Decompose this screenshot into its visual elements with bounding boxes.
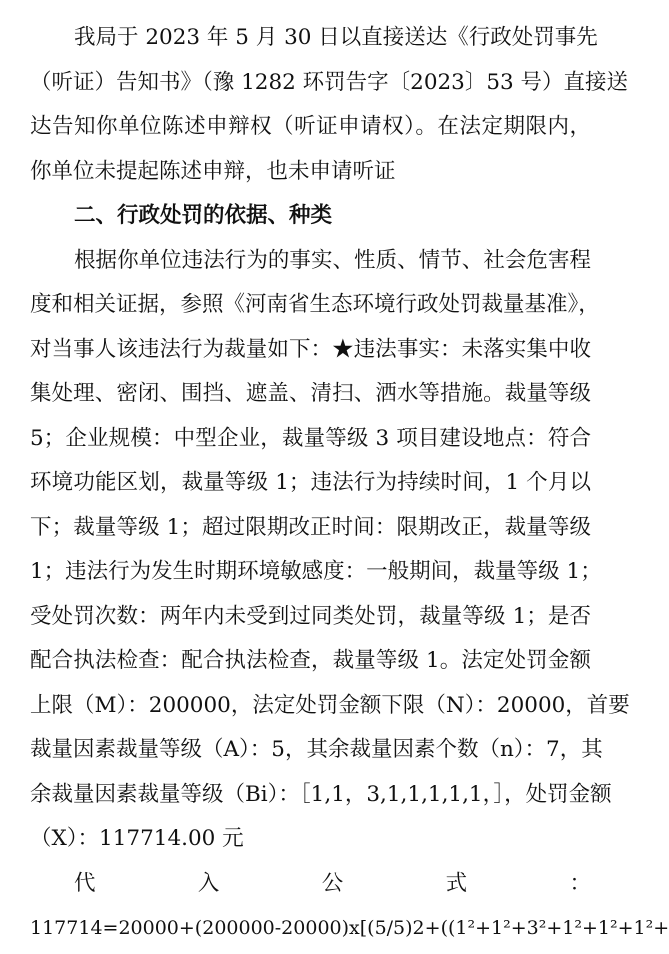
paragraph-line: 对当事人该违法行为裁量如下：★违法事实：未落实集中收 xyxy=(30,337,591,362)
paragraph-line: 我局于 2023 年 5 月 30 日以直接送达《行政处罚事先 xyxy=(74,25,598,50)
paragraph-line: 根据你单位违法行为的事实、性质、情节、社会危害程 xyxy=(74,248,591,273)
formula-intro-word: ： xyxy=(569,871,591,896)
paragraph-line: （听证）告知书》（豫 1282 环罚告字〔2023〕53 号）直接送 xyxy=(30,70,629,95)
section-heading: 二、行政处罚的依据、种类 xyxy=(74,203,333,228)
paragraph-line: 你单位未提起陈述申辩，也未申请听证 xyxy=(30,159,396,184)
paragraph-line: 上限（M）：200000，法定处罚金额下限（N）：20000，首要 xyxy=(30,693,630,718)
paragraph-line: 环境功能区划，裁量等级 1；违法行为持续时间，1 个月以 xyxy=(30,470,591,495)
paragraph-line: 裁量因素裁量等级（A）：5，其余裁量因素个数（n）：7，其 xyxy=(30,737,603,762)
formula-line: 117714=20000+(200000-20000)x[(5/5)2+((1²+1²+3²+1²+1²+1²+ xyxy=(30,917,669,939)
formula-intro-word: 公 xyxy=(321,871,344,896)
paragraph-line: 达告知你单位陈述申辩权（听证申请权）。在法定期限内， xyxy=(30,114,591,139)
paragraph-line: 余裁量因素裁量等级（Bi）：［1,1，3,1,1,1,1,1，］，处罚金额 xyxy=(30,782,612,807)
formula-intro-word: 入 xyxy=(197,871,220,896)
paragraph-line: 5；企业规模：中型企业，裁量等级 3 项目建设地点：符合 xyxy=(30,426,591,451)
paragraph-line: 受处罚次数：两年内未受到过同类处罚，裁量等级 1；是否 xyxy=(30,604,591,629)
paragraph-line: 集处理、密闭、围挡、遮盖、清扫、洒水等措施。裁量等级 xyxy=(30,381,591,406)
paragraph-line: 配合执法检查：配合执法检查，裁量等级 1。法定处罚金额 xyxy=(30,648,591,673)
paragraph-line: 度和相关证据，参照《河南省生态环境行政处罚裁量基准》， xyxy=(30,292,600,317)
formula-intro-word: 式 xyxy=(445,871,468,896)
paragraph-line: 1；违法行为发生时期环境敏感度：一般期间，裁量等级 1； xyxy=(30,559,602,584)
formula-intro-line xyxy=(30,870,591,898)
formula-intro-word: 代 xyxy=(74,871,96,896)
paragraph-line: 下；裁量等级 1；超过限期改正时间：限期改正，裁量等级 xyxy=(30,515,591,540)
paragraph-line: （X）：117714.00 元 xyxy=(30,826,244,851)
